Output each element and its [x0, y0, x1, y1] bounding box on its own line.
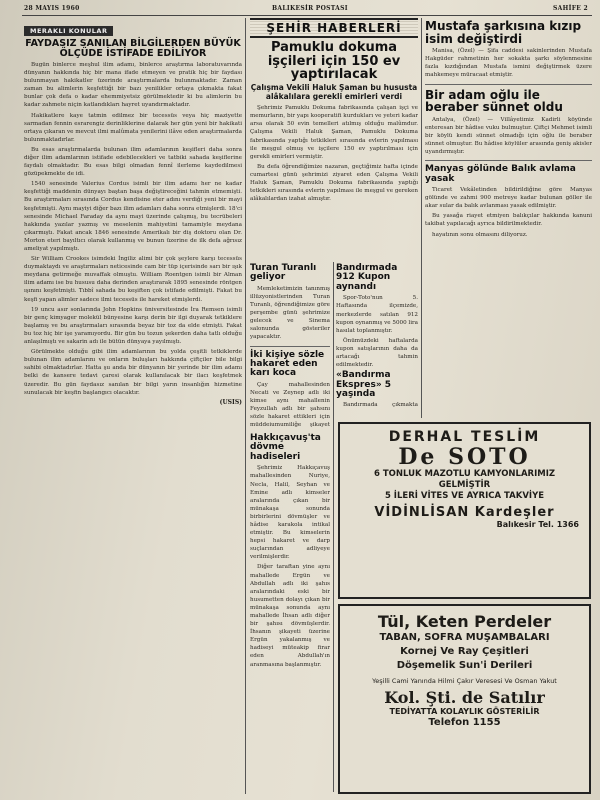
- column-rule-2: [421, 18, 422, 418]
- article-paragraph: Memleketimizin tanınmış illüzyonistlerinden Turan Turanlı, öğrendiğimize göre perşembe günü şehrimize gelecek ve Sinema salonunda gösteriler yapacaktır.: [250, 285, 330, 341]
- article-headline: Mustafa şarkısına kızıp isim değiştirdi: [425, 19, 582, 46]
- article-column-regional: [425, 18, 592, 438]
- ad-line: 5 İLERİ VİTES VE AYRICA TAKVİYE: [384, 491, 545, 502]
- article-paragraph: Şehrimiz Hakkıçavuş mahallesinden Nuriye, Necla, Halil, Seyhan ve Emine adlı kimseler aralarında çıkan bir münakaşa sonunda birbirlerini dövmüşler ve hâdise karakola intikal etmiştir. Bu kimselerin hepsi hakaret ve darp suçlarından adliyeye verilmişlerdir.: [250, 465, 330, 561]
- article-divider: [425, 160, 592, 161]
- ad-line: 6 TONLUK MAZOTLU KAMYONLARIMIZ: [373, 469, 556, 480]
- article-column-hakkicavus: [250, 432, 330, 800]
- page-header: [22, 3, 592, 16]
- article-paragraph: 1540 senesinde Valerius Cordus isimli bir ilim adamı her ne kadar keşfettiği maddenin dünyayı baştan başa değiştireceğini tahmin etmemişti. Bu araştırmaları sırasında Cordus kendisine eter adını verdiği yeni bir mayi keşfetmişti. Aynı mayiyi diğer bazı ilim adamları daha sonra etmişlerdi. 18'ci senesinde Michael Faraday da aynı mayi üzerinde çalışmış, bu tecrübeleri hakkında yazılar yazmış ve meselenin mahiyetini tamamiyle meydana çıkarmıştı. Fakat ancak 1846 senesinde Amerikalı bir diş doktoru olan Dr. Morton eteri bayıltıcı olarak kullanmış ve bunun üzerine de ilk defa ağrısız ameliyat yapılmıştı.: [24, 181, 242, 252]
- column-rule-3: [333, 262, 334, 792]
- ad-title: DERHAL TESLİM: [388, 429, 541, 445]
- article-paragraph: Diğer taraftan yine aynı mahallede Ergün ve Abdullah adlı iki şahıs aralarındaki eski bir husumetten dolayı çıkan bir münakaşa sonunda aynı mahallede İhsan adlı diğer bir şahısı dövmüşlerdir. İhsanın şikayeti üzerine Ergün yakalanmış ve hadiseyi müteakip firar eden Abdullah'ın aranmasına başlanmıştır.: [250, 564, 330, 668]
- article-headline: Bandırmada 912 Kupon aynandı: [336, 263, 398, 292]
- article-signature: (USIS): [219, 398, 242, 406]
- article-paragraph: Antalya, (Özel) — Villâyetimiz Kadirli köyünde enteresan bir hâdise vuku bulmuştur. Çiftçi Mehmet isimli bir köylü kendi sünnet olmadığı için oğlu ile beraber sünnet olmuştur. Bu hâdise köylüler arasında geniş akisler uyandırmıştır.: [425, 116, 592, 156]
- article-paragraph: Manisa, (Özel) — Şifa caddesi sakinlerinden Mustafa Hakgüder rahmetinin her sokakta şarkı söylenmesine fazla kızdığından Mustafa ismini değiştirmek üzere mahkemeye müracaat etmiştir.: [425, 48, 592, 79]
- advertisement-curtains: [338, 604, 591, 794]
- article-paragraph: 19 uncu asır sonlarında John Hopkins üniversitesinde İra Remsen isimli bir genç kimyager molekül bünyesine karşı derin bir ilgi duyarak tetkiklere başlamış ve bu araştırmaları sırasında beyaz bir toz da elde etmişti. Fakat bu toz hiç bir işe yaramıyordu. Bir gün bu tozun şekerden daha tatlı olduğu anlaşılmıştı ve sakarin adı ile bütün dünyaya yayılmıştı.: [24, 306, 242, 346]
- ad-line: Kornej Ve Ray Çeşitleri: [400, 646, 529, 657]
- ad-address: Yeşilli Cami Yanında Hilmi Çakır Veresesi Ve Osman Yakut: [372, 677, 557, 685]
- article-paragraph: Bandırmada çıkmakta: [343, 402, 418, 409]
- article-column-city-news: [250, 18, 418, 258]
- article-divider: [425, 84, 592, 85]
- article-paragraph: Hakikatlere kaye tatmin edilmez bir tecessüs veya hiç maziyette sarmadan fennin esrarengiz derinliklerine dalarak her gün yeni bir hakikati ortaya çıkaran ve mevcut ilmi malûmata yenilerini ilâve eden araştırmalarda bulunmaktadırlar.: [24, 112, 242, 143]
- article-subheadline: Çalışma Vekili Haluk Şaman bu hususta alâkalılara gerekli emirleri verdi: [250, 82, 418, 101]
- article-paragraph: Bu yasağa riayet etmiyen balıkçılar hakkında kanuni takibat yapılacağı ayrıca bildirilmektedir.: [425, 213, 592, 228]
- column-rule-1: [245, 18, 246, 794]
- article-paragraph: Bu defa öğrendiğimize nazaran, geçtiğimiz hafta içinde cumartesi günü şehrimizi ziyaret eden Çalışma Vekili Haluk Şaman, Pamuklu Dokuma fabrikasında yaptığı tetkikleri sırasında evlerin yapılması ile meşgul ve gereken alâkalılardan izahat almıştır.: [250, 163, 418, 203]
- article-headline: Pamuklu dokuma işçileri için 150 ev yaptırılacak: [267, 40, 401, 83]
- article-paragraph: Spor-Toto'nun 5. Haftasında ilçemizde, merkezlerde satılan 912 kupon oynanmış ve 5000 lira hasılat toplanmıştır.: [336, 295, 418, 334]
- ad-line: GELMİŞTİR: [438, 480, 491, 491]
- ad-line: TABAN, SOFRA MUŞAMBALARI: [379, 632, 550, 643]
- article-paragraph: Şehrimiz Pamuklu Dokuma fabrikasında çalışan işçi ve memurların, bir yapı kooperatifi kurdukları ve yeteri kadar arsa olarak 50 evin temelleri atılmış olduğu malûmdur. Çalışma Vekili Haluk Şaman, Pamuklu Dokuma fabrikasında yaptığı tetkikleri sırasında evlerin yapılması ile meşgul olmuş ve işçilere 150 ev yaptırılması için gerekli emirleri vermiştir.: [250, 105, 418, 160]
- article-headline: FAYDASIZ SANILAN BİLGİLERDEN BÜYÜK ÖLÇÜDE İSTİFADE EDİLİYOR: [25, 38, 241, 59]
- article-headline: Hakkıçavuş'ta dövme hadiseleri: [250, 433, 321, 462]
- article-paragraph: Görülmekte olduğu gibi ilim adamlarının bu yolda çeşitli tetkiklerde bulunan ilim adamlarını ve onların buluşları hakkında çiftçiler bile bilgi sahibi olmaktadırlar. Hatta şu anda bir dünyanın bir yerinde bir ilim adamı belki de kansere tedavi çaresi olarak kullanılacak bir ilacı keşfetmek üzeredir. Bu gün faydasız sanılan bir bilgi yarın insanlığın hizmetine sunulacak bir keşfin başlangıcı olacaktır.: [24, 349, 242, 396]
- article-paragraph: hayatının sonu olmasını diliyoruz.: [432, 231, 528, 238]
- article-paragraph: Önümüzdeki haftalarda kupon satışlarının daha da artacağı tahmin edilmektedir.: [336, 337, 418, 369]
- header-paper-name: BALIKESİR POSTASI: [272, 5, 348, 12]
- article-paragraph: Bu esas araştırmalarda bulunan ilim adamlarının keşifleri daha sonra diğer ilim adamlarının istifade edebilecekleri ve tatbiki sahada keşiflerine faydalı olmaktadır. Bu esas bilgi olmadan fennî ilerleme kaydedilmesi gözüpekmekte de idi.: [24, 146, 242, 178]
- advertisement-desoto: [338, 422, 591, 599]
- article-divider: [250, 346, 330, 347]
- ad-line: TEDİYATTA KOLAYLIK GÖSTERİLİR: [389, 707, 540, 716]
- ad-brand: Kol. Şti. de Satılır: [384, 688, 545, 707]
- header-page-number: SAHİFE 2: [553, 5, 588, 12]
- ad-line: Döşemelik Sun'i Derileri: [396, 660, 533, 671]
- article-column-bandirma: [336, 262, 418, 410]
- article-paragraph: Sir William Crookes isimdeki İngiliz alimi bir çok şeylere karşı tecessüs duymaktaydı ve araştırmaları neticesinde cam bir tüp içerisinde sarı bir ışık meydana getirmeğe muvaffak olmuştu. William Roentgen isimli bir Alman ilim adamı ise bu hususu daha derinden araştırarak 1895 senesinde röntgen ışınını keşfetmişti. Tıbbî sahada bu keşiften çok istifade edilmişti. Fakat bu keşfi yapan alimler sadece ilmi tecessüs ile hareket etmişlerdi.: [24, 256, 242, 303]
- article-headline: İki kişiye sözle hakaret eden karı koca: [250, 349, 325, 379]
- ad-title: Tül, Keten Perdeler: [377, 612, 552, 631]
- header-date: 28 MAYIS 1960: [24, 5, 80, 12]
- ad-dealer: VİDİNLİSAN Kardeşler: [374, 505, 555, 521]
- article-headline: Bir adam oğlu ile beraber sünnet oldu: [425, 87, 563, 115]
- article-headline: «Bandırma Ekspres» 5 yaşında: [336, 370, 392, 400]
- section-banner: ŞEHİR HABERLERİ: [250, 18, 418, 38]
- ad-address: Balıkesir Tel. 1366: [496, 520, 579, 530]
- article-headline: Turan Turanlı geliyor: [250, 263, 317, 283]
- section-label: MERAKLI KONULAR: [24, 26, 113, 36]
- ad-brand: De SOTO: [398, 444, 531, 470]
- article-paragraph: Çay mahallesinden Necati ve Zeynep adlı iki kimse aynı mahallenin Feyzullah adlı bir şahsını sözle hakaret ettikleri için müddeiumumiliğe şikayet: [250, 381, 330, 427]
- article-column-science: [24, 18, 242, 794]
- ad-telephone: Telefon 1155: [428, 717, 501, 728]
- article-column-short-news: [250, 262, 330, 427]
- article-paragraph: Ticaret Vekâletinden bildirildiğine göre Manyas gölünde ve zahmi 900 metreye kadar bulunan göller ile akar sular da balık avlanması yasak edilmiştir.: [425, 187, 592, 210]
- article-headline: Manyas gölünde Balık avlama yasak: [425, 164, 576, 184]
- article-paragraph: Bugün binlerce meşhul ilim adamı, binlerce araştırma laboratuvarında dünyanın hakkında hiç bir mana ifade etmeyen ve pratik hiç bir faydası bulunmayan hakikatler üzerinde araştırmalarda bulunmaktadır. Zaman zaman bu alimlerin keşfettiği bir bazı yenilikler ortaya çıkmakta fakat bunlar çok defa o kadar ehemmiyetsiz görülmektedir ki bu alimlerin bu kadar zahmete niçin katlandıkları hayret uyandırmaktadır.: [24, 61, 242, 109]
